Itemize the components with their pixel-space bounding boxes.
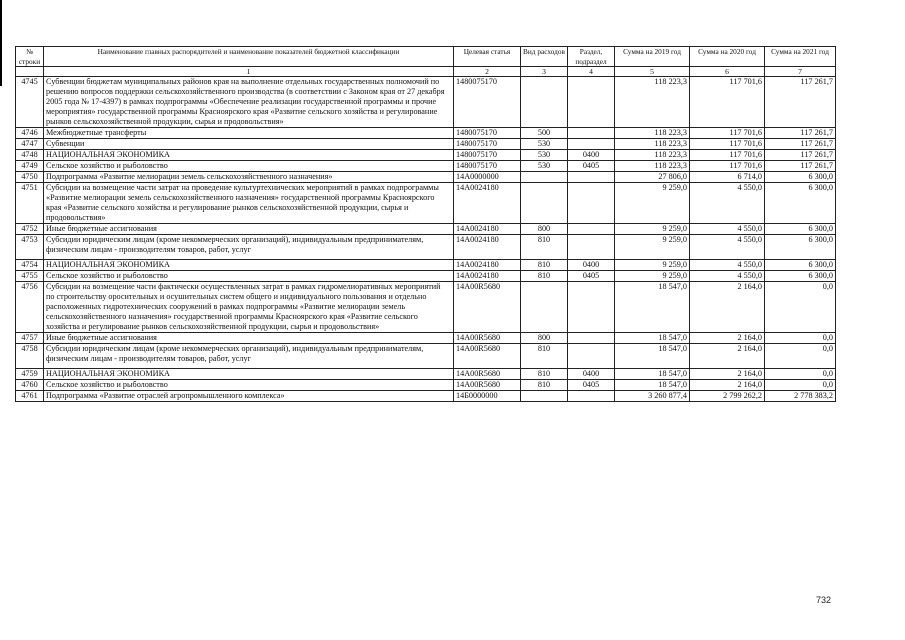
cell-target-article: 1480075170 bbox=[454, 128, 521, 139]
cell-sum-2020: 117 701,6 bbox=[690, 161, 765, 172]
budget-table bbox=[15, 46, 836, 402]
cell-row-number: 4760 bbox=[16, 380, 44, 391]
cell-row-number: 4752 bbox=[16, 224, 44, 235]
cell-sum-2021: 6 300,0 bbox=[765, 183, 836, 224]
cell-sum-2019: 9 259,0 bbox=[615, 183, 690, 224]
cell-sum-2021: 0,0 bbox=[765, 369, 836, 380]
cell-sum-2019: 118 223,3 bbox=[615, 77, 690, 128]
cell-sum-2020: 4 550,0 bbox=[690, 224, 765, 235]
page-number: 732 bbox=[816, 595, 832, 605]
cell-expense-type: 530 bbox=[521, 139, 568, 150]
cell-row-number: 4758 bbox=[16, 344, 44, 369]
cell-sum-2019: 118 223,3 bbox=[615, 139, 690, 150]
cell-expense-type: 800 bbox=[521, 333, 568, 344]
cell-name: Субсидии на возмещение части фактически осуществленных затрат в рамках гидромелиоративных мероприятий по строительству оросительных и осушительных систем общего и индивидуального пользования и отдельно расположенных гидротехнических сооружений в рамках подпрограммы «Развитие мелиорации земель сельскохозяйственного назначения» государственной программы Красноярского края «Развитие сельского хозяйства и регулирование рынков сельскохозяйственной продукции, сырья и продовольствия» bbox=[44, 282, 454, 333]
cell-target-article: 14А00R5680 bbox=[454, 282, 521, 333]
cell-section bbox=[568, 391, 615, 402]
cell-name: Сельское хозяйство и рыболовство bbox=[44, 161, 454, 172]
table-row bbox=[16, 224, 836, 235]
cell-target-article: 14А00R5680 bbox=[454, 380, 521, 391]
cell-sum-2021: 6 300,0 bbox=[765, 271, 836, 282]
cell-expense-type: 810 bbox=[521, 380, 568, 391]
cell-target-article: 1480075170 bbox=[454, 77, 521, 128]
cell-sum-2021: 6 300,0 bbox=[765, 172, 836, 183]
cell-sum-2019: 3 260 877,4 bbox=[615, 391, 690, 402]
cell-name: Субвенции бюджетам муниципальных районов края на выполнение отдельных государственных полномочий по решению вопросов поддержки сельскохозяйственного производства (в соответствии с Законом края от 27 декабря 2005 года № 17-4397) в рамках подпрограммы «Обеспечение реализации государственной программы и прочие мероприятия» государственной программы Красноярского края «Развитие сельского хозяйства и регулирование рынков сельскохозяйственной продукции, сырья и продовольствия» bbox=[44, 77, 454, 128]
cell-section bbox=[568, 183, 615, 224]
cell-name: Межбюджетные трансферты bbox=[44, 128, 454, 139]
column-number: 6 bbox=[690, 67, 765, 77]
cell-sum-2019: 118 223,3 bbox=[615, 128, 690, 139]
cell-row-number: 4750 bbox=[16, 172, 44, 183]
cell-row-number: 4745 bbox=[16, 77, 44, 128]
cell-sum-2019: 18 547,0 bbox=[615, 344, 690, 369]
cell-target-article: 14А00R5680 bbox=[454, 333, 521, 344]
header-section: Раздел, подраздел bbox=[568, 47, 615, 67]
cell-name: НАЦИОНАЛЬНАЯ ЭКОНОМИКА bbox=[44, 260, 454, 271]
cell-section bbox=[568, 224, 615, 235]
cell-row-number: 4759 bbox=[16, 369, 44, 380]
cell-section: 0405 bbox=[568, 161, 615, 172]
cell-section bbox=[568, 77, 615, 128]
cell-section bbox=[568, 333, 615, 344]
table-row bbox=[16, 139, 836, 150]
cell-sum-2020: 117 701,6 bbox=[690, 150, 765, 161]
cell-target-article: 1480075170 bbox=[454, 139, 521, 150]
column-numbers-row bbox=[16, 67, 836, 77]
cell-expense-type: 810 bbox=[521, 260, 568, 271]
cell-sum-2021: 117 261,7 bbox=[765, 77, 836, 128]
cell-expense-type bbox=[521, 282, 568, 333]
table-row bbox=[16, 271, 836, 282]
header-sum-2019: Сумма на 2019 год bbox=[615, 47, 690, 67]
table-body bbox=[16, 77, 836, 402]
header-row-number: № строки bbox=[16, 47, 44, 67]
cell-expense-type: 810 bbox=[521, 344, 568, 369]
cell-name: Субсидии юридическим лицам (кроме некоммерческих организаций), индивидуальным предпринимателям, физическим лицам - производителям товаров, работ, услуг bbox=[44, 344, 454, 369]
header-name: Наименование главных распорядителей и наименование показателей бюджетной классификации bbox=[44, 47, 454, 67]
cell-expense-type bbox=[521, 77, 568, 128]
cell-name: НАЦИОНАЛЬНАЯ ЭКОНОМИКА bbox=[44, 369, 454, 380]
table-row bbox=[16, 380, 836, 391]
cell-row-number: 4754 bbox=[16, 260, 44, 271]
cell-expense-type: 810 bbox=[521, 369, 568, 380]
table-row bbox=[16, 235, 836, 260]
cell-row-number: 4751 bbox=[16, 183, 44, 224]
table-row bbox=[16, 333, 836, 344]
cell-name: НАЦИОНАЛЬНАЯ ЭКОНОМИКА bbox=[44, 150, 454, 161]
table-row bbox=[16, 128, 836, 139]
cell-sum-2020: 117 701,6 bbox=[690, 139, 765, 150]
cell-expense-type: 800 bbox=[521, 224, 568, 235]
header-sum-2021: Сумма на 2021 год bbox=[765, 47, 836, 67]
cell-sum-2019: 18 547,0 bbox=[615, 369, 690, 380]
cell-sum-2020: 2 164,0 bbox=[690, 369, 765, 380]
column-number-blank bbox=[16, 67, 44, 77]
cell-row-number: 4748 bbox=[16, 150, 44, 161]
cell-target-article: 14А0024180 bbox=[454, 271, 521, 282]
table-row bbox=[16, 150, 836, 161]
cell-sum-2021: 0,0 bbox=[765, 282, 836, 333]
cell-name: Сельское хозяйство и рыболовство bbox=[44, 271, 454, 282]
header-expense-type: Вид расходов bbox=[521, 47, 568, 67]
cell-sum-2021: 6 300,0 bbox=[765, 224, 836, 235]
cell-sum-2019: 9 259,0 bbox=[615, 260, 690, 271]
cell-section bbox=[568, 235, 615, 260]
cell-name: Сельское хозяйство и рыболовство bbox=[44, 380, 454, 391]
cell-expense-type bbox=[521, 172, 568, 183]
cell-expense-type: 530 bbox=[521, 161, 568, 172]
cell-sum-2019: 18 547,0 bbox=[615, 380, 690, 391]
cell-name: Подпрограмма «Развитие мелиорации земель сельскохозяйственного назначения» bbox=[44, 172, 454, 183]
cell-sum-2020: 4 550,0 bbox=[690, 183, 765, 224]
cell-expense-type: 810 bbox=[521, 271, 568, 282]
cell-row-number: 4749 bbox=[16, 161, 44, 172]
table-header bbox=[16, 47, 836, 77]
cell-sum-2021: 0,0 bbox=[765, 380, 836, 391]
cell-name: Иные бюджетные ассигнования bbox=[44, 333, 454, 344]
cell-sum-2021: 6 300,0 bbox=[765, 235, 836, 260]
column-number: 5 bbox=[615, 67, 690, 77]
cell-row-number: 4746 bbox=[16, 128, 44, 139]
cell-section: 0400 bbox=[568, 150, 615, 161]
cell-sum-2021: 117 261,7 bbox=[765, 161, 836, 172]
cell-sum-2020: 2 799 262,2 bbox=[690, 391, 765, 402]
column-number: 7 bbox=[765, 67, 836, 77]
cell-name: Подпрограмма «Развитие отраслей агропромышленного комплекса» bbox=[44, 391, 454, 402]
table-row bbox=[16, 369, 836, 380]
cell-row-number: 4747 bbox=[16, 139, 44, 150]
cell-target-article: 14А00R5680 bbox=[454, 369, 521, 380]
cell-sum-2020: 2 164,0 bbox=[690, 333, 765, 344]
cell-sum-2021: 117 261,7 bbox=[765, 128, 836, 139]
cell-row-number: 4756 bbox=[16, 282, 44, 333]
table-row bbox=[16, 77, 836, 128]
header-target-article: Целевая статья bbox=[454, 47, 521, 67]
cell-sum-2021: 2 778 383,2 bbox=[765, 391, 836, 402]
cell-sum-2019: 9 259,0 bbox=[615, 224, 690, 235]
column-number: 1 bbox=[44, 67, 454, 77]
table-row bbox=[16, 282, 836, 333]
cell-section: 0400 bbox=[568, 260, 615, 271]
table-row bbox=[16, 344, 836, 369]
cell-target-article: 14А00R5680 bbox=[454, 344, 521, 369]
cell-sum-2020: 117 701,6 bbox=[690, 128, 765, 139]
cell-row-number: 4757 bbox=[16, 333, 44, 344]
cell-sum-2020: 117 701,6 bbox=[690, 77, 765, 128]
cell-expense-type bbox=[521, 391, 568, 402]
cell-sum-2020: 6 714,0 bbox=[690, 172, 765, 183]
cell-row-number: 4755 bbox=[16, 271, 44, 282]
cell-section bbox=[568, 282, 615, 333]
table-row bbox=[16, 161, 836, 172]
cell-sum-2019: 9 259,0 bbox=[615, 271, 690, 282]
cell-sum-2020: 4 550,0 bbox=[690, 260, 765, 271]
cell-sum-2019: 9 259,0 bbox=[615, 235, 690, 260]
cell-sum-2020: 2 164,0 bbox=[690, 380, 765, 391]
cell-target-article: 14А0024180 bbox=[454, 224, 521, 235]
cell-section bbox=[568, 344, 615, 369]
cell-sum-2021: 6 300,0 bbox=[765, 260, 836, 271]
table-row bbox=[16, 183, 836, 224]
cell-expense-type: 810 bbox=[521, 235, 568, 260]
column-number: 2 bbox=[454, 67, 521, 77]
cell-sum-2020: 4 550,0 bbox=[690, 235, 765, 260]
cell-sum-2019: 118 223,3 bbox=[615, 150, 690, 161]
cell-section: 0405 bbox=[568, 271, 615, 282]
cell-expense-type: 530 bbox=[521, 150, 568, 161]
cell-name: Иные бюджетные ассигнования bbox=[44, 224, 454, 235]
column-number: 3 bbox=[521, 67, 568, 77]
cell-row-number: 4761 bbox=[16, 391, 44, 402]
table-row bbox=[16, 391, 836, 402]
cell-row-number: 4753 bbox=[16, 235, 44, 260]
cell-target-article: 14А0024180 bbox=[454, 235, 521, 260]
cell-sum-2021: 117 261,7 bbox=[765, 150, 836, 161]
cell-name: Субсидии юридическим лицам (кроме некоммерческих организаций), индивидуальным предпринимателям, физическим лицам - производителям товаров, работ, услуг bbox=[44, 235, 454, 260]
cell-sum-2021: 0,0 bbox=[765, 333, 836, 344]
cell-sum-2020: 4 550,0 bbox=[690, 271, 765, 282]
cell-expense-type bbox=[521, 183, 568, 224]
cell-target-article: 14А0024180 bbox=[454, 260, 521, 271]
cell-sum-2019: 27 806,0 bbox=[615, 172, 690, 183]
cell-target-article: 14Б0000000 bbox=[454, 391, 521, 402]
cell-sum-2021: 0,0 bbox=[765, 344, 836, 369]
table-row bbox=[16, 260, 836, 271]
cell-section bbox=[568, 172, 615, 183]
cell-name: Субвенции bbox=[44, 139, 454, 150]
cell-sum-2019: 118 223,3 bbox=[615, 161, 690, 172]
cell-target-article: 1480075170 bbox=[454, 150, 521, 161]
table-row bbox=[16, 172, 836, 183]
cell-section bbox=[568, 139, 615, 150]
column-number: 4 bbox=[568, 67, 615, 77]
cell-section: 0405 bbox=[568, 380, 615, 391]
cell-sum-2020: 2 164,0 bbox=[690, 344, 765, 369]
cell-sum-2019: 18 547,0 bbox=[615, 333, 690, 344]
cell-sum-2019: 18 547,0 bbox=[615, 282, 690, 333]
cell-section: 0400 bbox=[568, 369, 615, 380]
cell-expense-type: 500 bbox=[521, 128, 568, 139]
cell-target-article: 14А0024180 bbox=[454, 183, 521, 224]
cell-target-article: 14А0000000 bbox=[454, 172, 521, 183]
cell-section bbox=[568, 128, 615, 139]
cell-sum-2021: 117 261,7 bbox=[765, 139, 836, 150]
left-margin-rule bbox=[0, 0, 2, 86]
header-sum-2020: Сумма на 2020 год bbox=[690, 47, 765, 67]
cell-sum-2020: 2 164,0 bbox=[690, 282, 765, 333]
cell-target-article: 1480075170 bbox=[454, 161, 521, 172]
cell-name: Субсидии на возмещение части затрат на проведение культуртехнических мероприятий в рамках подпрограммы «Развитие мелиорации земель сельскохозяйственного назначения» государственной программы Красноярского края «Развитие сельского хозяйства и регулирование рынков сельскохозяйственной продукции, сырья и продовольствия» bbox=[44, 183, 454, 224]
